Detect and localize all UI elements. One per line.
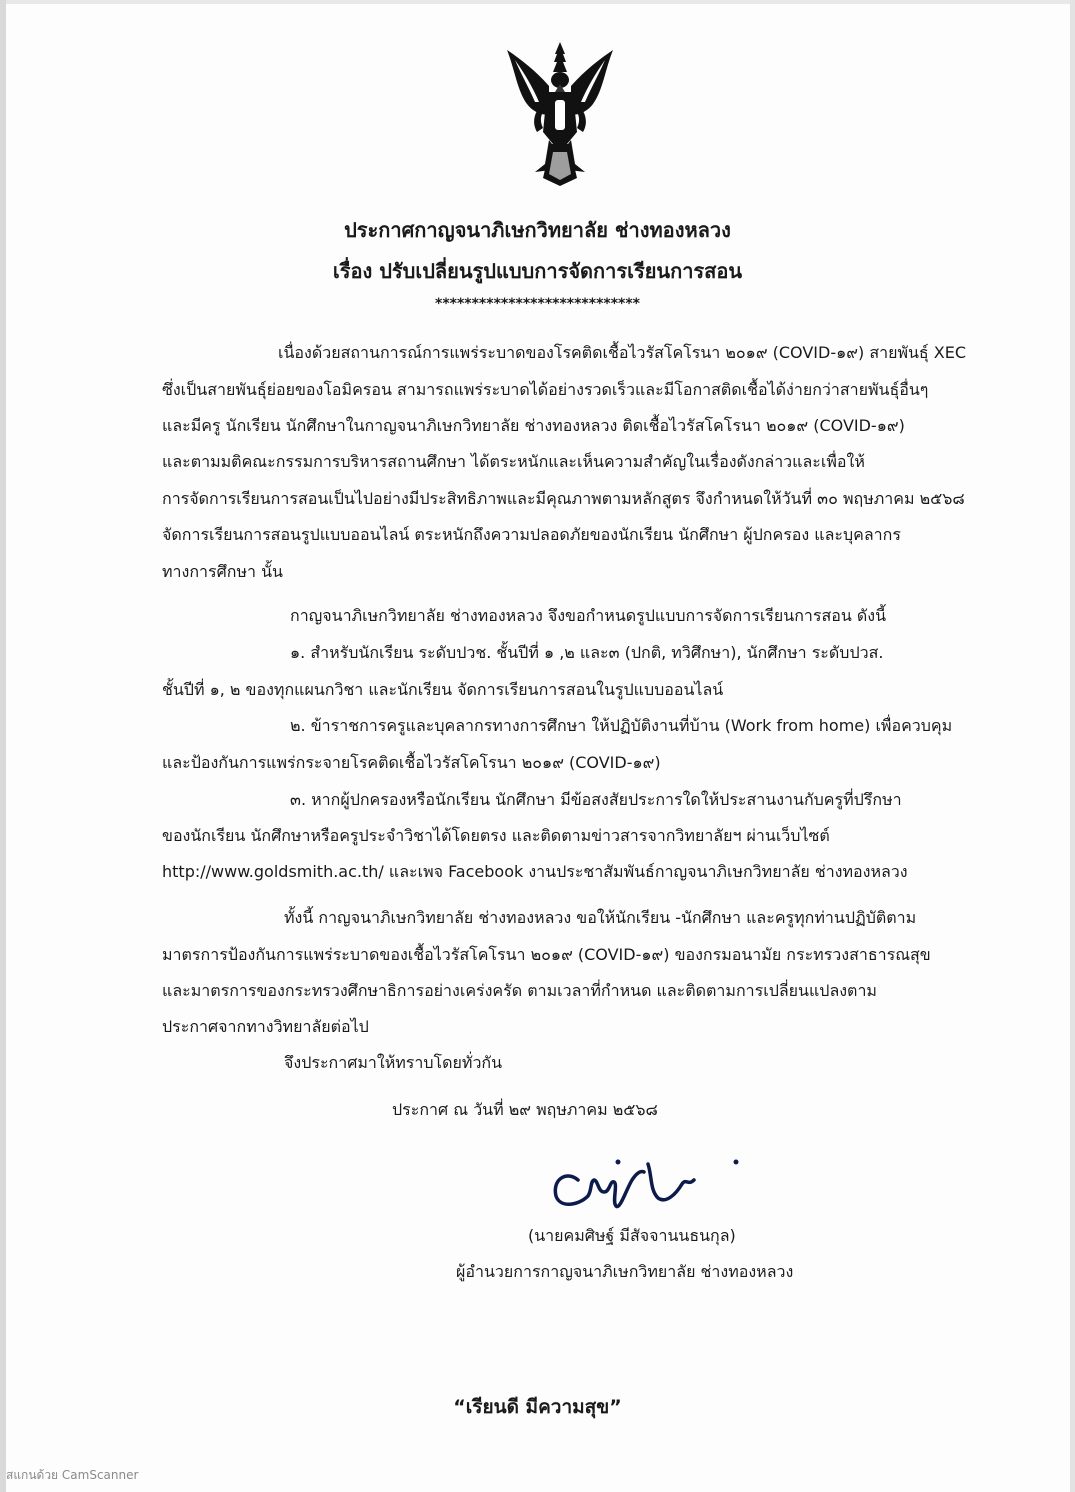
body-line: ทางการศึกษา นั้น — [162, 562, 283, 581]
body-line: กาญจนาภิเษกวิทยาลัย ช่างทองหลวง จึงขอกำหนดรูปแบบการจัดการเรียนการสอน ดังนี้ — [290, 606, 886, 625]
list-item-1: ๑. สำหรับนักเรียน ระดับปวช. ชั้นปีที่ ๑ ,๒ และ๓ (ปกติ, ทวิศึกษา), นักศึกษา ระดับปวส. — [290, 643, 884, 662]
body-line: ประกาศจากทางวิทยาลัยต่อไป — [162, 1017, 369, 1036]
body-line: ซึ่งเป็นสายพันธุ์ย่อยของโอมิครอน สามารถแพร่ระบาดได้อย่างรวดเร็วและมีโอกาสติดเชื้อได้ง่ายกว่าสายพันธุ์อื่นๆ — [162, 380, 929, 399]
signature-image — [548, 1150, 748, 1220]
body-line: จัดการเรียนการสอนรูปแบบออนไลน์ ตระหนักถึงความปลอดภัยของนักเรียน นักศึกษา ผู้ปกครอง และบุคลากร — [162, 525, 901, 544]
list-item-2-cont: และป้องกันการแพร่กระจายโรคติดเชื้อไวรัสโคโรนา ๒๐๑๙ (COVID-๑๙) — [162, 753, 661, 772]
closing-line: จึงประกาศมาให้ทราบโดยทั่วกัน — [284, 1053, 503, 1072]
body-line: เนื่องด้วยสถานการณ์การแพร่ระบาดของโรคติดเชื้อไวรัสโคโรนา ๒๐๑๙ (COVID-๑๙) สายพันธุ์ XEC — [278, 343, 967, 362]
body-line: และตามมติคณะกรรมการบริหารสถานศึกษา ได้ตระหนักและเห็นความสำคัญในเรื่องดังกล่าวและเพื่อให้ — [162, 452, 865, 471]
body-line: ทั้งนี้ กาญจนาภิเษกวิทยาลัย ช่างทองหลวง ขอให้นักเรียน -นักศึกษา และครูทุกท่านปฏิบัติตาม — [284, 908, 917, 927]
announcement-date: ประกาศ ณ วันที่ ๒๙ พฤษภาคม ๒๕๖๘ — [392, 1100, 658, 1119]
announcement-title: ประกาศกาญจนาภิเษกวิทยาลัย ช่างทองหลวง — [344, 218, 731, 242]
body-line: และมาตรการของกระทรวงศึกษาธิการอย่างเคร่งครัด ตามเวลาที่กำหนด และติดตามการเปลี่ยนแปลงตาม — [162, 981, 877, 1000]
announcement-subject: เรื่อง ปรับเปลี่ยนรูปแบบการจัดการเรียนการสอน — [332, 259, 743, 283]
body-line: และมีครู นักเรียน นักศึกษาในกาญจนาภิเษกวิทยาลัย ช่างทองหลวง ติดเชื้อไวรัสโคโรนา ๒๐๑๙ (COVID-๑๙) — [162, 416, 905, 435]
school-motto: “เรียนดี มีความสุข” — [453, 1396, 622, 1418]
separator-line: **************************** — [435, 296, 640, 312]
list-item-1-cont: ชั้นปีที่ ๑, ๒ ของทุกแผนกวิชา และนักเรียน จัดการเรียนการสอนในรูปแบบออนไลน์ — [162, 680, 724, 699]
body-line: การจัดการเรียนการสอนเป็นไปอย่างมีประสิทธิภาพและมีคุณภาพตามหลักสูตร จึงกำหนดให้วันที่ ๓๐ พฤษภาคม ๒๕๖๘ — [162, 489, 965, 508]
body-line: มาตรการป้องกันการแพร่ระบาดของเชื้อไวรัสโคโรนา ๒๐๑๙ (COVID-๑๙) ของกรมอนามัย กระทรวงสาธารณสุข — [162, 945, 931, 964]
page-edge-top — [0, 0, 1075, 4]
website-line: http://www.goldsmith.ac.th/ และเพจ Facebook งานประชาสัมพันธ์กาญจนาภิเษกวิทยาลัย ช่างทองหลวง — [162, 862, 908, 881]
list-item-3: ๓. หากผู้ปกครองหรือนักเรียน นักศึกษา มีข้อสงสัยประการใดให้ประสานงานกับครูที่ปรึกษา — [290, 790, 902, 809]
garuda-emblem-icon — [505, 40, 615, 190]
signatory-name: (นายคมศิษฐ์ มีสัจจานนธนกุล) — [528, 1226, 736, 1245]
camscanner-watermark: สแกนด้วย CamScanner — [6, 1468, 139, 1482]
list-item-3-cont: ของนักเรียน นักศึกษาหรือครูประจำวิชาได้โดยตรง และติดตามข่าวสารจากวิทยาลัยฯ ผ่านเว็บไซต์ — [162, 826, 830, 845]
list-item-2: ๒. ข้าราชการครูและบุคลากรทางการศึกษา ให้ปฏิบัติงานที่บ้าน (Work from home) เพื่อควบคุม — [290, 716, 953, 735]
signatory-position: ผู้อำนวยการกาญจนาภิเษกวิทยาลัย ช่างทองหลวง — [456, 1262, 794, 1281]
